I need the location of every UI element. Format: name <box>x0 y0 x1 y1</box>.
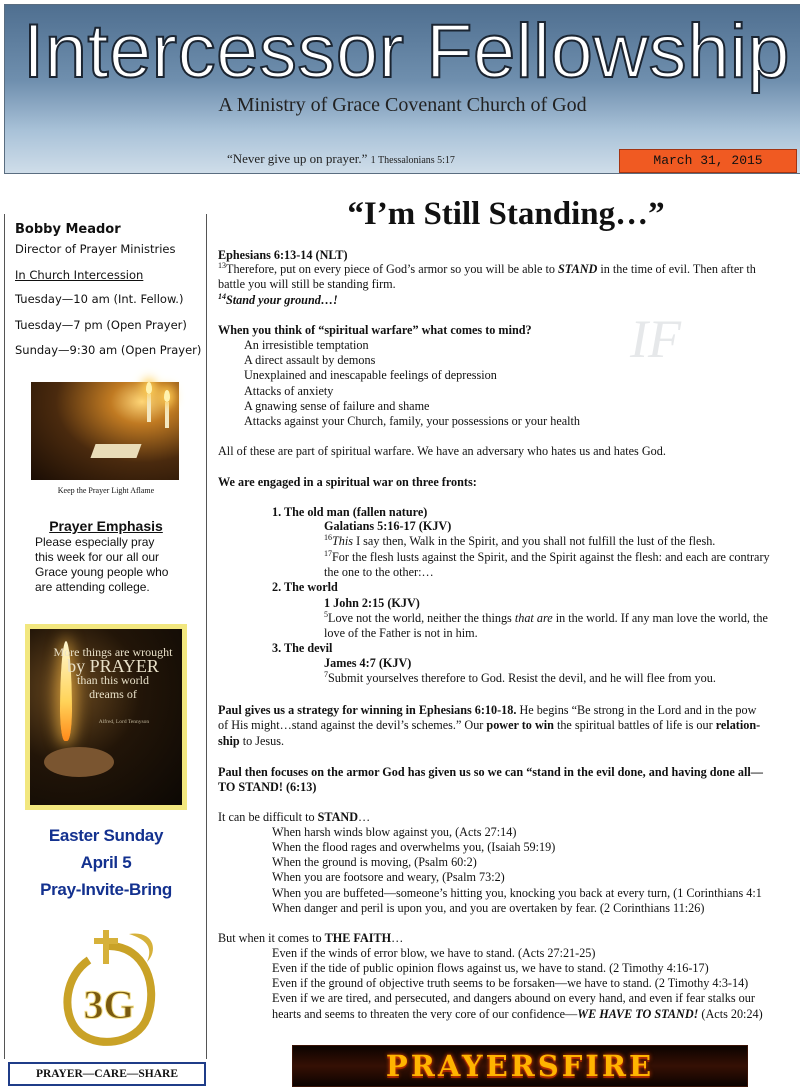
heading-text: … <box>358 810 371 824</box>
armor-paragraph: Paul then focuses on the armor God has given us so we can “stand in the evil done, and having done all— <box>218 765 763 779</box>
poster-quote <box>50 645 176 701</box>
poster-line: than this world <box>77 673 149 687</box>
front-verse <box>324 611 768 626</box>
front-title: 2. The world <box>272 580 338 594</box>
verse-number: 14 <box>218 291 226 301</box>
adversary-paragraph: All of these are part of spiritual warfare. We have an adversary who hates us and hates God. <box>218 444 666 458</box>
emphasis-line: this week for our all our <box>35 550 160 564</box>
list-item: A gnawing sense of failure and shame <box>244 399 430 413</box>
strategy-text: the spiritual battles of life is our <box>553 718 716 732</box>
list-item: When harsh winds blow against you, (Acts 27:14) <box>272 825 517 839</box>
front-title: 1. The old man (fallen nature) <box>272 505 428 519</box>
list-item: When danger and peril is upon you, and you are overtaken by fear. (2 Corinthians 11:26) <box>272 901 705 915</box>
newsletter-subtitle: A Ministry of Grace Covenant Church of God <box>218 94 587 116</box>
list-item: A direct assault by demons <box>244 353 376 367</box>
verse-emphasis: STAND <box>558 262 598 276</box>
list-text: hearts and seems to threaten the very core of our confidence— <box>272 1007 578 1021</box>
front-verse-cont: the one to the other:… <box>324 565 434 579</box>
intercession-heading: In Church Intercession <box>15 268 144 282</box>
front-reference: Galatians 5:16-17 (KJV) <box>324 519 452 533</box>
verse-13-cont: battle you will still be standing firm. <box>218 277 396 291</box>
difficult-heading <box>218 810 370 825</box>
verse-text: Submit yourselves therefore to God. Resist the devil, and he will flee from you. <box>328 671 716 685</box>
poster-attribution: Alfred, Lord Tennyson <box>98 719 150 725</box>
schedule-item: Tuesday—10 am (Int. Fellow.) <box>15 292 184 306</box>
list-item: When the ground is moving, (Psalm 60:2) <box>272 855 477 869</box>
list-item: Even if the ground of objective truth seems to be forsaken—we have to stand. (2 Timothy 4:3-14) <box>272 976 749 990</box>
sidebar <box>4 214 207 1059</box>
list-item: Even if the tide of public opinion flows against us, we have to stand. (2 Timothy 4:16-17) <box>272 961 709 975</box>
candle-prayer-photo <box>31 382 179 480</box>
director-role: Director of Prayer Ministries <box>15 242 176 256</box>
director-name: Bobby Meador <box>15 222 121 237</box>
verse-number: 17 <box>324 548 332 558</box>
front-verse <box>324 534 715 549</box>
candle-icon <box>147 394 151 422</box>
masthead-banner <box>4 4 800 174</box>
strategy-paragraph-line <box>218 718 760 733</box>
list-item <box>272 1007 763 1022</box>
easter-date: April 5 <box>80 853 132 872</box>
poster-line: dreams of <box>89 687 137 701</box>
strategy-text: to Jesus. <box>239 734 285 748</box>
poster-line: by PRAYER <box>67 656 159 676</box>
front-verse <box>324 550 770 565</box>
heading-text: … <box>391 931 404 945</box>
if-watermark: IF <box>630 309 681 369</box>
heading-emphasis: STAND <box>317 810 359 824</box>
list-text: (Acts 20:24) <box>698 1007 763 1021</box>
faith-heading <box>218 931 403 946</box>
emphasis-line: Please especially pray <box>35 535 155 549</box>
verse-text: Stand your ground…! <box>226 293 338 307</box>
strategy-paragraph <box>218 703 756 718</box>
quote-reference: 1 Thessalonians 5:17 <box>370 155 455 166</box>
verse-emphasis: that are <box>514 611 553 625</box>
verse-text: Therefore, put on every piece of God’s armor so you will be able to <box>226 262 559 276</box>
scripture-reference: Ephesians 6:13-14 (NLT) <box>218 248 348 262</box>
verse-text: in the world. If any man love the world, the <box>552 611 768 625</box>
strategy-paragraph-line <box>218 734 284 749</box>
list-item: Unexplained and inescapable feelings of depression <box>244 368 497 382</box>
masthead-quote <box>227 151 455 167</box>
list-emphasis: WE HAVE TO STAND! <box>577 1007 699 1021</box>
emphasis-line: are attending college. <box>35 580 150 594</box>
front-reference: James 4:7 (KJV) <box>324 656 412 670</box>
list-item: When the flood rages and overwhelms you, (Isaiah 59:19) <box>272 840 556 854</box>
list-item: An irresistible temptation <box>244 338 369 352</box>
armor-paragraph-line: TO STAND! (6:13) <box>218 780 317 794</box>
newsletter-title: Intercessor Fellowship <box>23 9 791 94</box>
front-verse <box>324 671 716 686</box>
prayer-care-share-box: PRAYER—CARE—SHARE <box>8 1062 206 1086</box>
heading-emphasis: THE FAITH <box>324 931 392 945</box>
verse-13 <box>218 262 756 277</box>
list-item: Attacks against your Church, family, your possessions or your health <box>244 414 581 428</box>
list-item: Even if the winds of error blow, we have to stand. (Acts 27:21-25) <box>272 946 596 960</box>
warfare-question: When you think of “spiritual warfare” what comes to mind? <box>218 323 532 337</box>
schedule-item: Tuesday—7 pm (Open Prayer) <box>15 318 187 332</box>
list-item: Attacks of anxiety <box>244 384 334 398</box>
strategy-emphasis: ship <box>218 734 240 748</box>
list-item: Even if we are tired, and persecuted, and dangers abound on every hand, and even if fear stalks our <box>272 991 755 1005</box>
quote-text: “Never give up on prayer.” <box>227 151 368 166</box>
strategy-emphasis: power to win <box>486 718 554 732</box>
front-verse-cont: love of the Father is not in him. <box>324 626 478 640</box>
logo-text: 3G <box>83 982 135 1027</box>
verse-emphasis: This <box>332 534 354 548</box>
verse-text: Love not the world, neither the things <box>328 611 515 625</box>
strategy-text: He begins “Be strong in the Lord and in the pow <box>516 703 757 717</box>
verse-text: I say then, Walk in the Spirit, and you shall not fulfill the lust of the flesh. <box>353 534 716 548</box>
prayer-quote-poster <box>25 624 187 810</box>
verse-text: For the flesh lusts against the Spirit, and the Spirit against the flesh: and each are contrary <box>332 550 770 564</box>
strategy-emphasis: relation- <box>715 718 761 732</box>
church-3g-logo <box>55 926 163 1054</box>
verse-number: 13 <box>218 260 226 270</box>
flame-icon <box>146 382 152 394</box>
verse-14 <box>218 293 338 308</box>
poster-image <box>30 629 182 805</box>
candle-icon <box>165 402 169 428</box>
flame-icon <box>164 390 170 402</box>
oil-lamp-icon <box>44 747 114 777</box>
easter-heading: Easter Sunday <box>48 826 164 845</box>
schedule-item: Sunday—9:30 am (Open Prayer) <box>15 343 202 357</box>
verse-number: 7 <box>324 669 328 679</box>
front-title: 3. The devil <box>272 641 333 655</box>
strategy-text: of His might…stand against the devil’s schemes.” Our <box>218 718 487 732</box>
verse-text: in the time of evil. Then after th <box>597 262 756 276</box>
verse-number: 16 <box>324 532 332 542</box>
emphasis-line: Grace young people who <box>35 565 169 579</box>
front-reference: 1 John 2:15 (KJV) <box>324 596 420 610</box>
list-item: When you are footsore and weary, (Psalm 73:2) <box>272 870 505 884</box>
strategy-lead: Paul gives us a strategy for winning in Ephesians 6:10-18. <box>218 703 517 717</box>
prayersfire-banner <box>292 1045 748 1087</box>
verse-number: 5 <box>324 609 328 619</box>
issue-date: March 31, 2015 <box>619 149 797 173</box>
prayer-emphasis-title: Prayer Emphasis <box>49 518 163 534</box>
fronts-heading: We are engaged in a spiritual war on three fronts: <box>218 475 477 489</box>
easter-slogan: Pray-Invite-Bring <box>40 880 172 899</box>
poster-line: More things are wrought <box>53 645 173 659</box>
prayer-emphasis-body <box>35 535 200 595</box>
list-item: When you are buffeted—someone’s hitting you, knocking you back at every turn, (1 Corinthians 4:1 <box>272 886 762 900</box>
photo-caption: Keep the Prayer Light Aflame <box>57 486 155 495</box>
prayersfire-text: PRAYERSFIRE <box>385 1049 655 1083</box>
heading-text: It can be difficult to <box>218 810 318 824</box>
heading-text: But when it comes to <box>218 931 325 945</box>
article-title: “I’m Still Standing…” <box>347 196 665 232</box>
open-bible-icon <box>90 444 141 458</box>
